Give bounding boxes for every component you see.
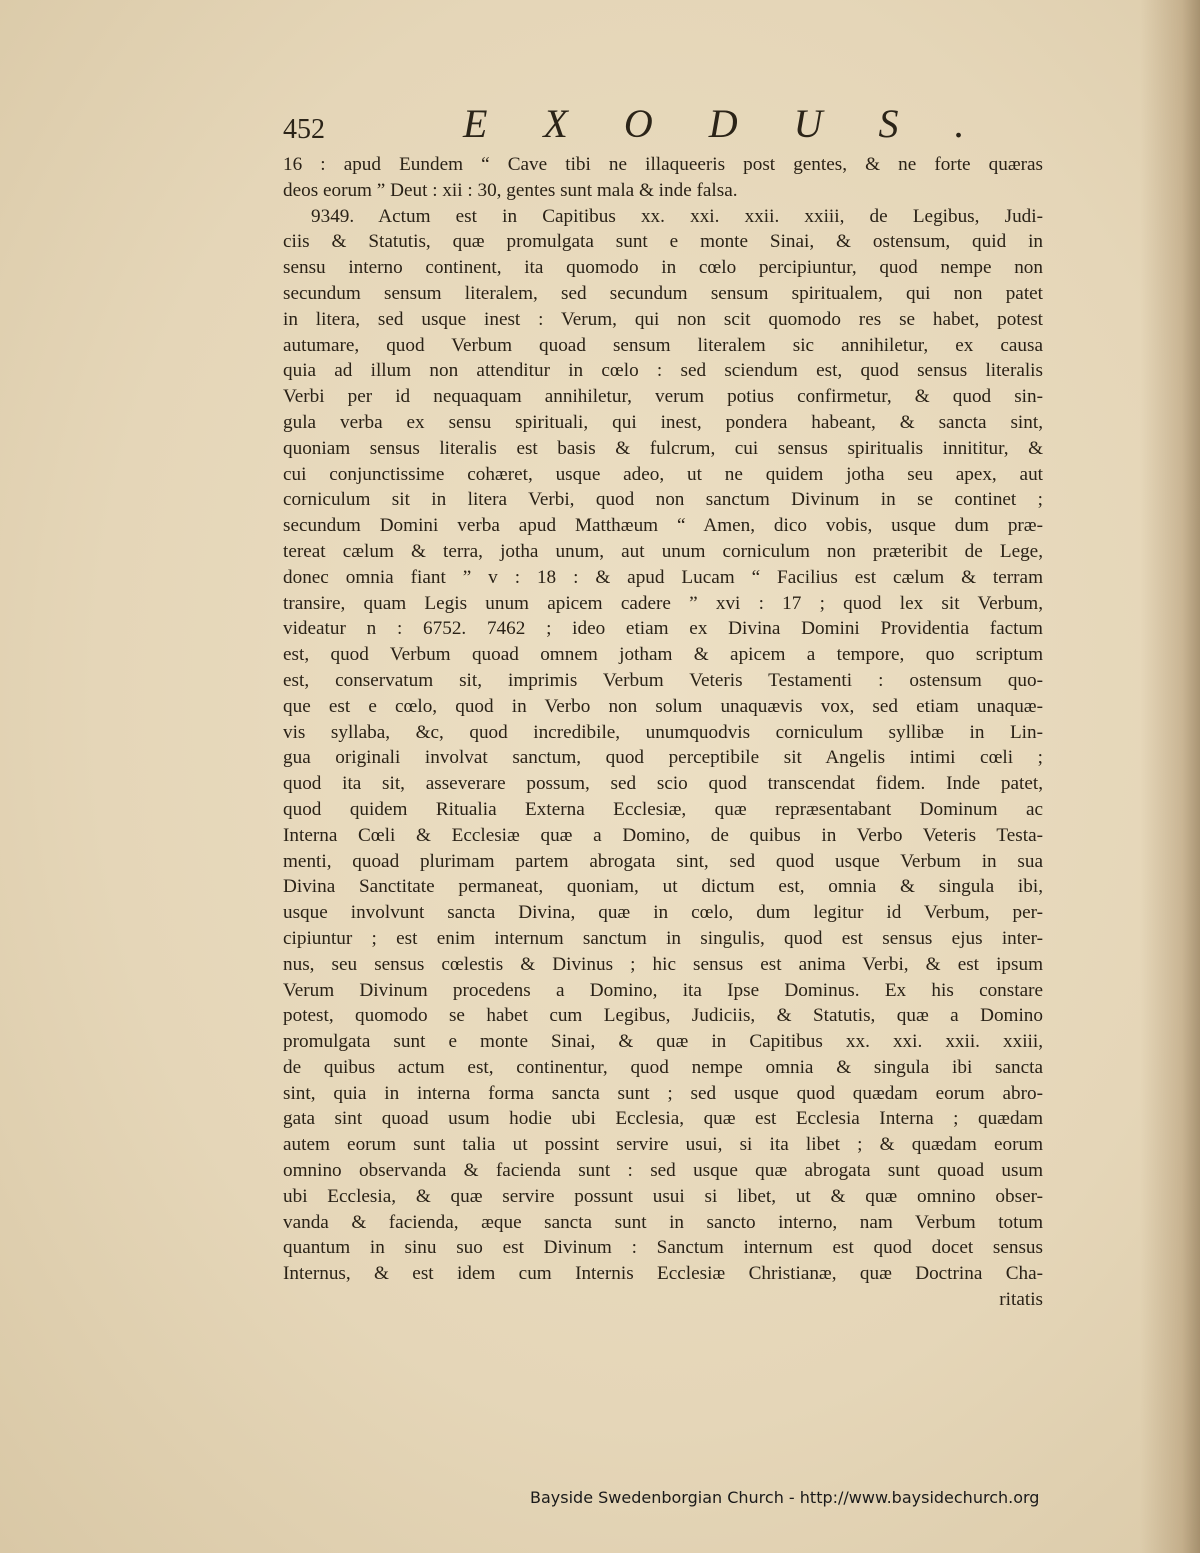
- text-line: quod quidem Ritualia Externa Ecclesiæ, quæ repræsentabant Dominum ac: [283, 798, 1043, 820]
- page-header: [283, 100, 1043, 150]
- text-line: ciis & Statutis, quæ promulgata sunt e monte Sinai, & ostensum, quid in: [283, 231, 1043, 253]
- text-line: secundum sensum literalem, sed secundum sensum spiritualem, qui non patet: [283, 282, 1043, 304]
- text-line: Verum Divinum procedens a Domino, ita Ipse Dominus. Ex his constare: [283, 979, 1043, 1001]
- text-line: que est e cœlo, quod in Verbo non solum unaquævis vox, sed etiam unaquæ-: [283, 695, 1043, 717]
- text-line: omnino observanda & facienda sunt : sed usque quæ abrogata sunt quoad usum: [283, 1160, 1043, 1182]
- text-line: autem eorum sunt talia ut possint servire usui, si ita libet ; & quædam eorum: [283, 1134, 1043, 1156]
- text-line: quoniam sensus literalis est basis & fulcrum, cui sensus spiritualis innititur, &: [283, 437, 1043, 459]
- text-line: usque involvunt sancta Divina, quæ in cœlo, dum legitur id Verbum, per-: [283, 902, 1043, 924]
- footer-credit: Bayside Swedenborgian Church - http://www.baysidechurch.org: [530, 1488, 1040, 1507]
- text-line: Divina Sanctitate permaneat, quoniam, ut dictum est, omnia & singula ibi,: [283, 876, 1043, 898]
- text-line: menti, quoad plurimam partem abrogata sint, sed quod usque Verbum in sua: [283, 850, 1043, 872]
- text-line: transire, quam Legis unum apicem cadere ” xvi : 17 ; quod lex sit Verbum,: [283, 592, 1043, 614]
- text-line: cui conjunctissime cohæret, usque adeo, ut ne quidem jotha seu apex, aut: [283, 463, 1043, 485]
- text-line: deos eorum ” Deut : xii : 30, gentes sunt mala & inde falsa.: [283, 179, 738, 201]
- body-text: [283, 152, 1043, 1332]
- paragraph-start-line: 9349. Actum est in Capitibus xx. xxi. xxii. xxiii, de Legibus, Judi-: [311, 205, 1043, 227]
- page-number: 452: [283, 114, 325, 145]
- text-line: tereat cælum & terra, jotha unum, aut unum corniculum non præteribit de Lege,: [283, 540, 1043, 562]
- text-line: promulgata sunt e monte Sinai, & quæ in Capitibus xx. xxi. xxii. xxiii,: [283, 1031, 1043, 1053]
- text-line: videatur n : 6752. 7462 ; ideo etiam ex Divina Domini Providentia factum: [283, 618, 1043, 640]
- text-line: corniculum sit in litera Verbi, quod non sanctum Divinum in se continet ;: [283, 489, 1043, 511]
- text-line: autumare, quod Verbum quoad sensum literalem sic annihiletur, ex causa: [283, 334, 1043, 356]
- text-line: est, quod Verbum quoad omnem jotham & apicem a tempore, quo scriptum: [283, 644, 1043, 666]
- text-line: cipiuntur ; est enim internum sanctum in singulis, quod est sensus ejus inter-: [283, 927, 1043, 949]
- text-line: gata sint quoad usum hodie ubi Ecclesia, quæ est Ecclesia Interna ; quædam: [283, 1108, 1043, 1130]
- running-title: EXODUS.: [463, 101, 1021, 146]
- text-line: quod ita sit, asseverare possum, sed scio quod transcendat fidem. Inde patet,: [283, 773, 1043, 795]
- text-line: quia ad illum non attenditur in cœlo : sed sciendum est, quod sensus literalis: [283, 360, 1043, 382]
- text-line: Interna Cœli & Ecclesiæ quæ a Domino, de quibus in Verbo Veteris Testa-: [283, 824, 1043, 846]
- text-line: secundum Domini verba apud Matthæum “ Amen, dico vobis, usque dum præ-: [283, 515, 1043, 537]
- text-line: nus, seu sensus cœlestis & Divinus ; hic sensus est anima Verbi, & est ipsum: [283, 953, 1043, 975]
- text-line: gula verba ex sensu spirituali, qui inest, pondera habeant, & sancta sint,: [283, 411, 1043, 433]
- text-line: 16 : apud Eundem “ Cave tibi ne illaqueeris post gentes, & ne forte quæras: [283, 154, 1043, 175]
- text-line: quantum in sinu suo est Divinum : Sanctum internum est quod docet sensus: [283, 1237, 1043, 1259]
- text-line: sensu interno continent, ita quomodo in cœlo percipiuntur, quod nempe non: [283, 257, 1043, 279]
- catchword: ritatis: [999, 1289, 1043, 1311]
- text-line: potest, quomodo se habet cum Legibus, Judiciis, & Statutis, quæ a Domino: [283, 1005, 1043, 1027]
- text-line: Verbi per id nequaquam annihiletur, verum potius confirmetur, & quod sin-: [283, 386, 1043, 408]
- text-line: in litera, sed usque inest : Verum, qui non scit quomodo res se habet, potest: [283, 308, 1043, 330]
- text-line: gua originali involvat sanctum, quod perceptibile sit Angelis intimi cœli ;: [283, 747, 1043, 769]
- text-line: ubi Ecclesia, & quæ servire possunt usui si libet, ut & quæ omnino obser-: [283, 1185, 1043, 1207]
- text-line: donec omnia fiant ” v : 18 : & apud Lucam “ Facilius est cælum & terram: [283, 566, 1043, 588]
- text-line: sint, quia in interna forma sancta sunt ; sed usque quod quædam eorum abro-: [283, 1082, 1043, 1104]
- text-line: vanda & facienda, æque sancta sunt in sancto interno, nam Verbum totum: [283, 1211, 1043, 1233]
- text-line: Internus, & est idem cum Internis Ecclesiæ Christianæ, quæ Doctrina Cha-: [283, 1263, 1043, 1285]
- text-line: vis syllaba, &c, quod incredibile, unumquodvis corniculum syllibæ in Lin-: [283, 721, 1043, 743]
- text-line: de quibus actum est, continentur, quod nempe omnia & singula ibi sancta: [283, 1056, 1043, 1078]
- gutter-shadow: [1140, 0, 1200, 1553]
- text-line: est, conservatum sit, imprimis Verbum Veteris Testamenti : ostensum quo-: [283, 669, 1043, 691]
